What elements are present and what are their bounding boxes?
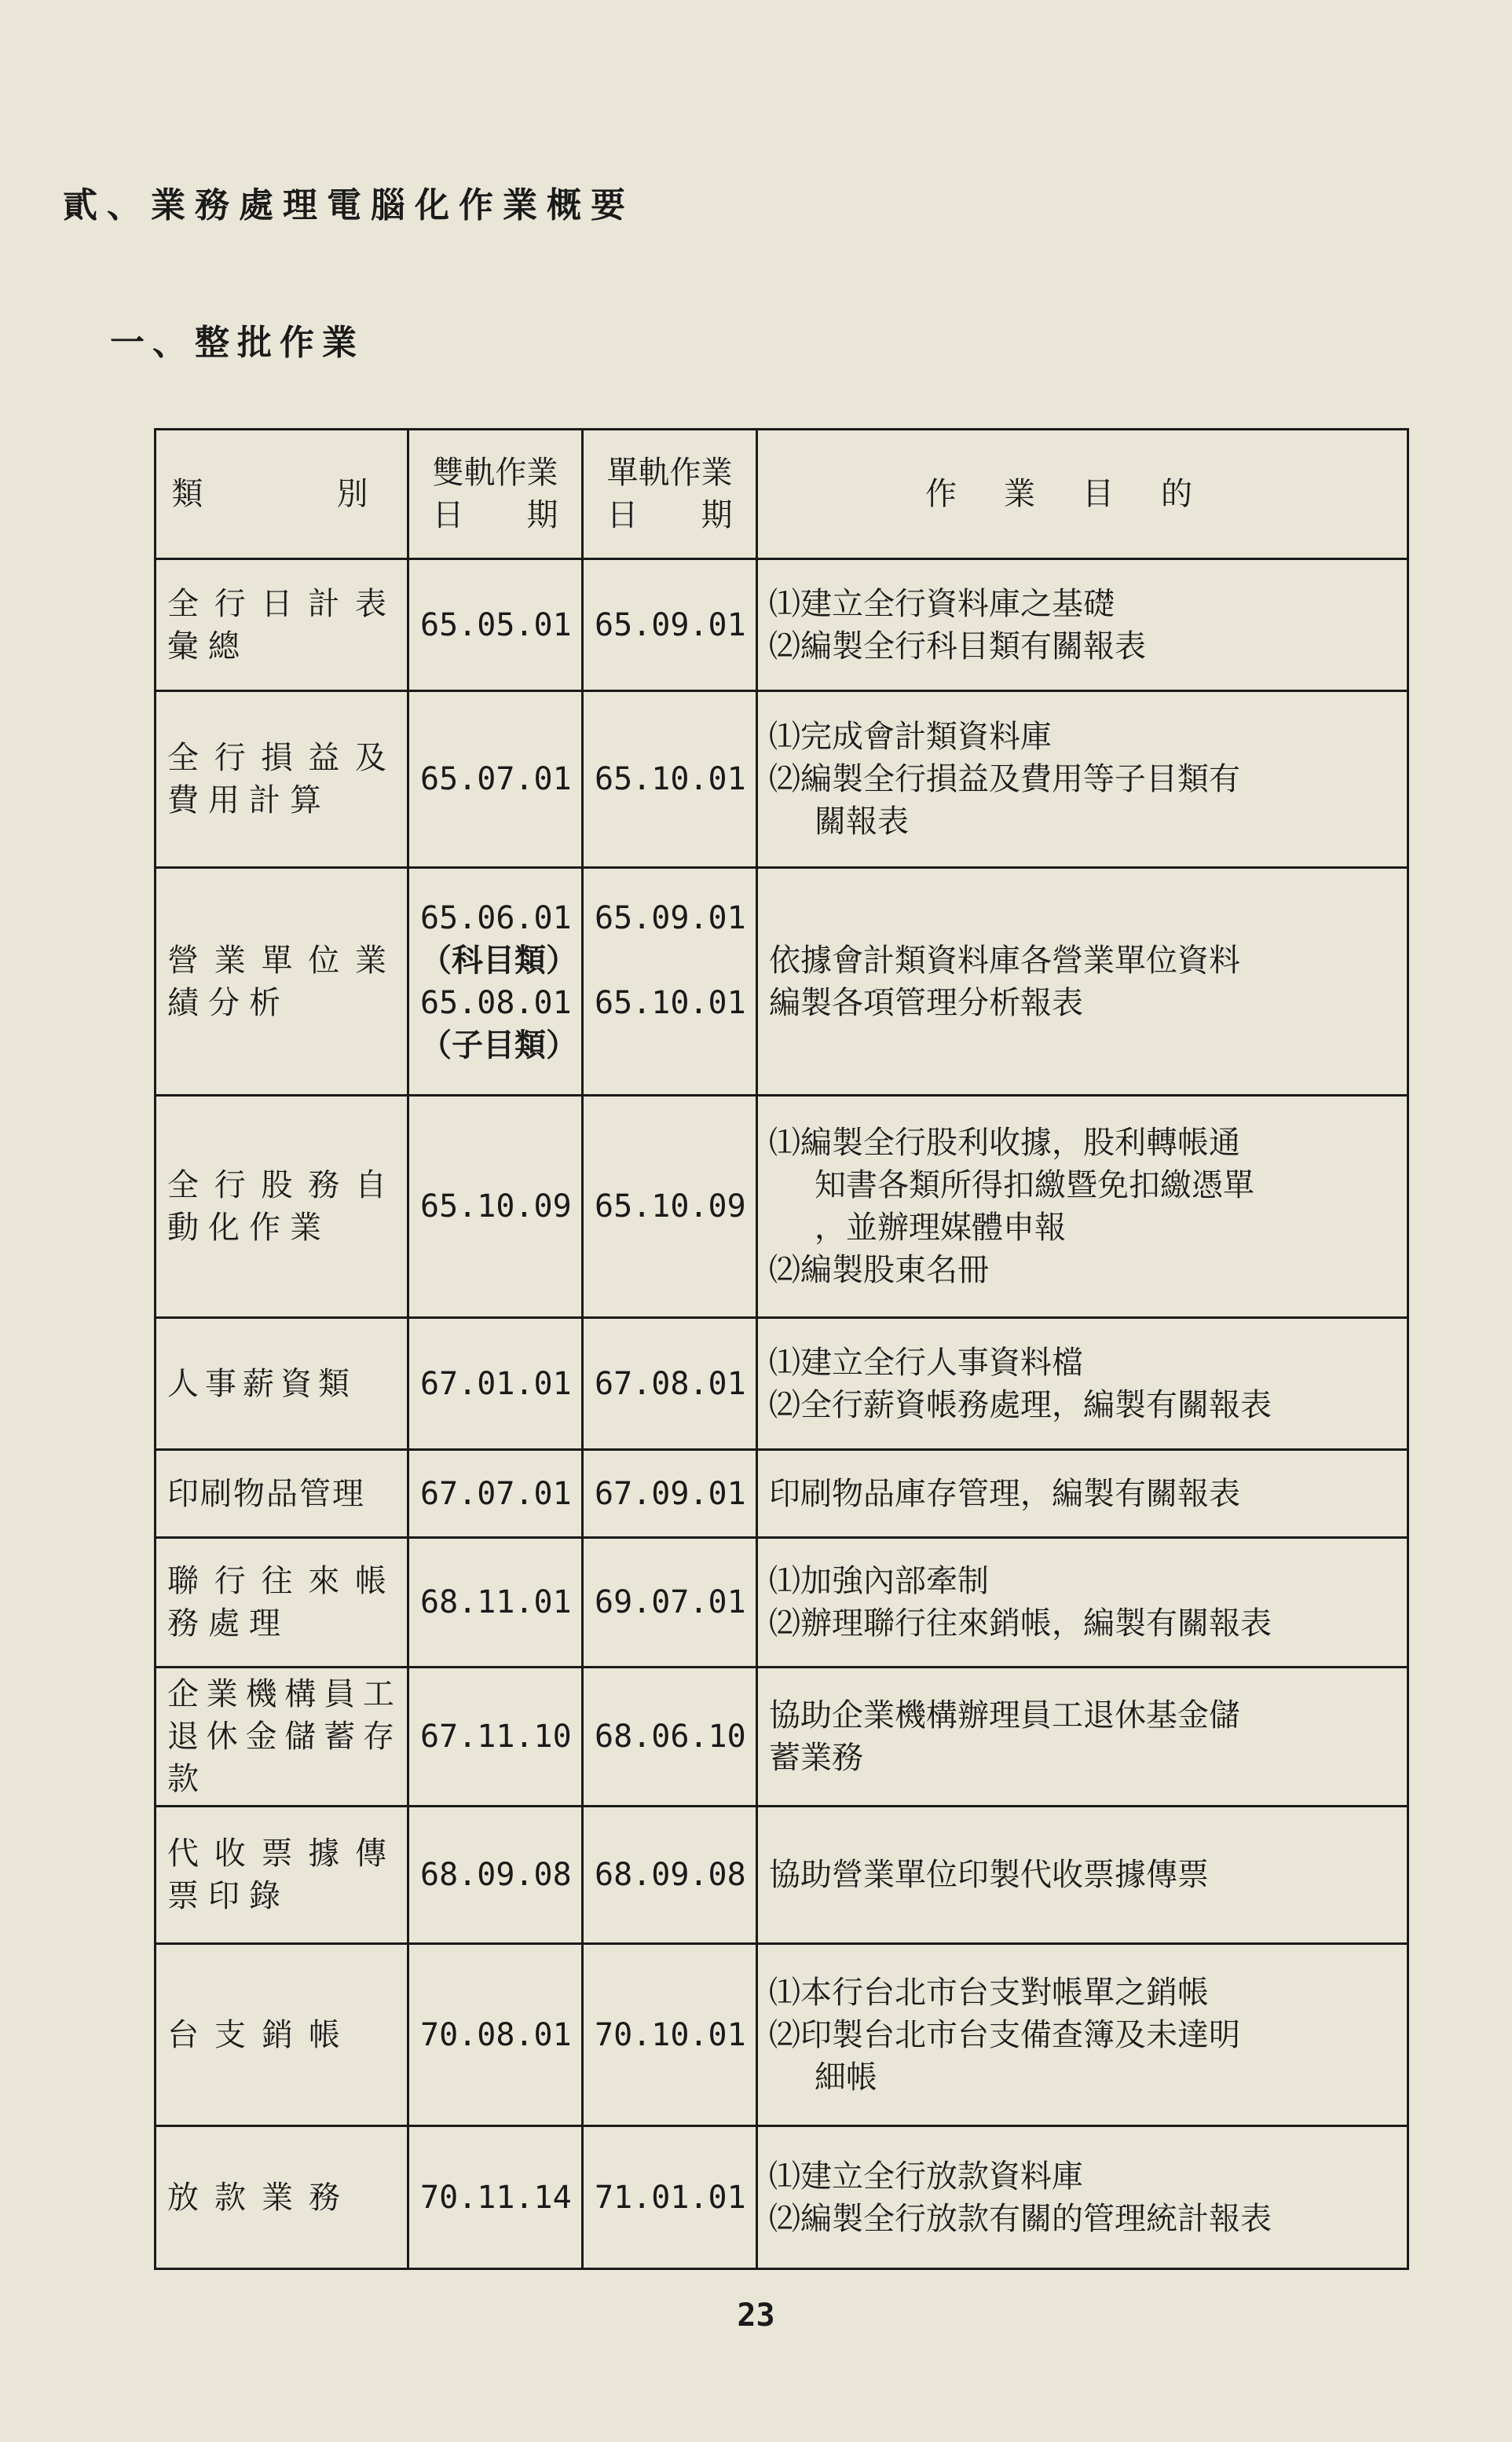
single-date-line: 65.09.01	[595, 899, 746, 936]
row-single-date: 65.10.09	[583, 1096, 757, 1318]
row-category: 企業機構員工退休金儲蓄存款	[156, 1668, 408, 1807]
purpose-line: ⑵編製全行損益及費用等子目類有	[769, 761, 1240, 797]
table-row	[156, 1096, 1408, 1318]
row-purpose	[757, 691, 1408, 868]
row-category: 人事薪資類	[156, 1318, 408, 1450]
table-row	[156, 1450, 1408, 1538]
purpose-line: ，並辦理媒體申報	[815, 1210, 1066, 1246]
purpose-line: ⑴建立全行放款資料庫	[769, 2158, 1083, 2195]
row-category: 代收票據傳票印錄	[156, 1807, 408, 1944]
section-title: 貳、業務處理電腦化作業概要	[63, 185, 635, 225]
purpose-line: ⑴本行台北市台支對帳單之銷帳	[769, 1974, 1209, 2011]
table-row	[156, 1318, 1408, 1450]
row-category: 台支銷帳	[156, 1944, 408, 2126]
purpose-line: ⑴編製全行股利收據，股利轉帳通	[769, 1125, 1240, 1161]
row-dual-date: 68.09.08	[408, 1807, 583, 1944]
row-dual-date	[408, 868, 583, 1096]
purpose-line: 印刷物品庫存管理，編製有關報表	[769, 1475, 1240, 1512]
header-dual-date-top: 雙軌作業	[432, 455, 558, 491]
purpose-line: ⑴建立全行人事資料檔	[769, 1344, 1083, 1381]
row-dual-date: 67.11.10	[408, 1668, 583, 1807]
dual-date-line: （子目類）	[420, 1026, 577, 1064]
dual-date-line: 65.06.01	[420, 899, 572, 936]
row-purpose	[757, 559, 1408, 691]
table-row	[156, 1944, 1408, 2126]
row-purpose	[757, 1096, 1408, 1318]
purpose-line: ⑵全行薪資帳務處理，編製有關報表	[769, 1386, 1272, 1423]
purpose-line: ⑴完成會計類資料庫	[769, 719, 1052, 755]
row-purpose	[757, 1807, 1408, 1944]
table-row	[156, 2126, 1408, 2269]
table-row	[156, 868, 1408, 1096]
spacer	[595, 1024, 745, 1067]
row-category: 放款業務	[156, 2126, 408, 2269]
purpose-line: 蓄業務	[769, 1740, 863, 1776]
row-dual-date: 70.11.14	[408, 2126, 583, 2269]
header-single-date-top: 單軌作業	[606, 455, 733, 491]
purpose-line: 協助企業機構辦理員工退休基金儲	[769, 1697, 1240, 1734]
row-single-date: 70.10.01	[583, 1944, 757, 2126]
row-single-date: 68.09.08	[583, 1807, 757, 1944]
dual-date-line: 65.08.01	[420, 984, 572, 1021]
row-single-date	[583, 868, 757, 1096]
purpose-line: ⑵編製全行放款有關的管理統計報表	[769, 2200, 1272, 2237]
row-purpose	[757, 1944, 1408, 2126]
row-dual-date: 67.07.01	[408, 1450, 583, 1538]
purpose-line: 編製各項管理分析報表	[769, 984, 1083, 1021]
row-category: 全行股務自動化作業	[156, 1096, 408, 1318]
row-purpose	[757, 2126, 1408, 2269]
row-single-date: 71.01.01	[583, 2126, 757, 2269]
purpose-line: ⑴加強內部牽制	[769, 1563, 989, 1599]
row-category: 全行日計表彙總	[156, 559, 408, 691]
purpose-line: 細帳	[815, 2059, 877, 2096]
purpose-line: ⑵編製全行科目類有關報表	[769, 628, 1146, 665]
row-dual-date: 65.07.01	[408, 691, 583, 868]
purpose-line: ⑵編製股東名冊	[769, 1252, 989, 1288]
header-single-date-bottom: 日 期	[606, 497, 733, 533]
row-category: 全行損益及費用計算	[156, 691, 408, 868]
purpose-line: 依據會計類資料庫各營業單位資料	[769, 942, 1240, 979]
table-row	[156, 559, 1408, 691]
row-purpose	[757, 1318, 1408, 1450]
purpose-line: ⑵印製台北市台支備查簿及未達明	[769, 2016, 1240, 2053]
purpose-line: 協助營業單位印製代收票據傳票	[769, 1857, 1209, 1893]
row-single-date: 67.08.01	[583, 1318, 757, 1450]
row-single-date: 65.09.01	[583, 559, 757, 691]
row-purpose	[757, 1450, 1408, 1538]
row-single-date: 69.07.01	[583, 1538, 757, 1668]
row-dual-date: 65.10.09	[408, 1096, 583, 1318]
row-purpose	[757, 868, 1408, 1096]
purpose-line: 關報表	[815, 804, 909, 840]
page-number: 23	[737, 2297, 775, 2334]
row-single-date: 65.10.01	[583, 691, 757, 868]
row-single-date: 68.06.10	[583, 1668, 757, 1807]
row-dual-date: 70.08.01	[408, 1944, 583, 2126]
subsection-title: 一、整批作業	[110, 323, 364, 363]
header-dual-date-bottom: 日 期	[432, 497, 558, 533]
dual-date-line: （科目類）	[420, 941, 577, 979]
table-row	[156, 1807, 1408, 1944]
table-row	[156, 1538, 1408, 1668]
purpose-line: 知書各類所得扣繳暨免扣繳憑單	[815, 1167, 1254, 1203]
purpose-line: ⑵辦理聯行往來銷帳，編製有關報表	[769, 1605, 1272, 1642]
header-category: 類 別	[156, 430, 408, 559]
batch-operations-table	[154, 428, 1409, 2270]
spacer	[595, 939, 745, 982]
table-row	[156, 691, 1408, 868]
header-single-date	[583, 430, 757, 559]
row-dual-date: 68.11.01	[408, 1538, 583, 1668]
table-row	[156, 1668, 1408, 1807]
row-purpose	[757, 1538, 1408, 1668]
row-category: 印刷物品管理	[156, 1450, 408, 1538]
single-date-line: 65.10.01	[595, 984, 746, 1021]
purpose-line: ⑴建立全行資料庫之基礎	[769, 585, 1115, 622]
row-purpose	[757, 1668, 1408, 1807]
table-header-row	[156, 430, 1408, 559]
row-category: 營業單位業績分析	[156, 868, 408, 1096]
header-purpose: 作業目的	[757, 430, 1408, 559]
row-category: 聯行往來帳務處理	[156, 1538, 408, 1668]
row-dual-date: 65.05.01	[408, 559, 583, 691]
header-dual-date	[408, 430, 583, 559]
row-single-date: 67.09.01	[583, 1450, 757, 1538]
row-dual-date: 67.01.01	[408, 1318, 583, 1450]
